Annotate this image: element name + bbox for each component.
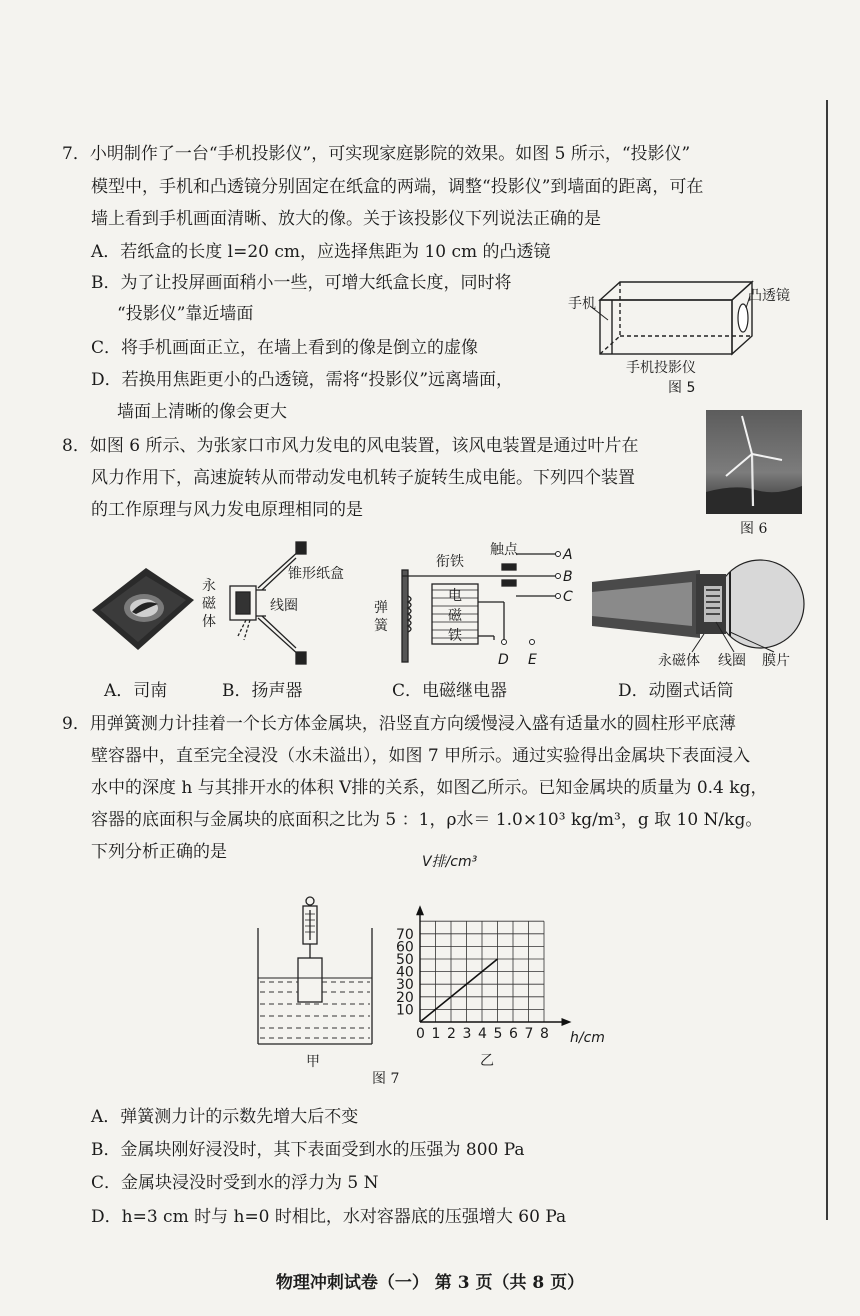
chart-y-tick-label: 10 [396,1002,414,1019]
relay-terminal-a: A [563,547,573,563]
speaker-magnet-char1: 永 [202,578,216,594]
q9-option-b: B．金属块刚好浸没时，其下表面受到水的压强为 800 Pa [91,1140,525,1160]
q7-stem-line1: 7．小明制作了一台“手机投影仪”，可实现家庭影院的效果。如图 5 所示，“投影仪” [62,144,691,164]
chart-x-tick-label: 3 [462,1026,472,1042]
speaker-cone-label: 锥形纸盒 [288,566,344,582]
chart-x-tick-label: 1 [431,1026,441,1042]
page-edge-rule [826,100,828,1220]
q7-option-a: A．若纸盒的长度 l=20 cm，应选择焦距为 10 cm 的凸透镜 [91,242,551,262]
speaker-magnet-char3: 体 [202,614,216,630]
chart-ylabel: V排/cm³ [422,854,478,870]
q8-stem-line2: 风力作用下，高速旋转从而带动发电机转子旋转生成电能。下列四个装置 [91,468,635,488]
q9-stem-line1: 9．用弹簧测力计挂着一个长方体金属块，沿竖直方向缓慢浸入盛有适量水的圆柱形平底薄 [62,714,736,734]
fig5-phone-label: 手机 [568,296,596,312]
relay-terminal-d: D [498,652,509,668]
q8-option-a: A．司南 [104,681,168,701]
figure-7b-chart [394,852,624,1074]
fig5-caption: 图 5 [668,380,696,396]
q9-option-d: D．h=3 cm 时与 h=0 时相比，水对容器底的压强增大 60 Pa [91,1207,567,1227]
relay-terminal-c: C [563,589,573,605]
chart-x-tick-label: 7 [524,1026,534,1042]
chart-x-tick-label: 2 [447,1026,456,1042]
fig5-lens-label: 凸透镜 [748,288,790,304]
speaker-magnet-char2: 磁 [202,596,216,612]
chart-x-tick-label: 5 [493,1026,503,1042]
q7-option-b-line1: B．为了让投屏画面稍小一些，可增大纸盒长度，同时将 [91,273,512,293]
q7-option-c: C．将手机画面正立，在墙上看到的像是倒立的虚像 [91,338,479,358]
relay-spring-char2: 簧 [374,618,388,634]
chart-y-tick-label: 60 [396,939,414,956]
figure-6-wind-turbine-photo [706,410,802,514]
mic-magnet-label: 永磁体 [658,653,700,669]
fig7-yi-label: 乙 [480,1053,494,1069]
q8-figure-a-compass [88,560,198,656]
q8-option-b: B．扬声器 [222,681,303,701]
relay-terminal-e: E [528,652,537,668]
mic-diaphragm-label: 膜片 [762,653,790,669]
chart-y-arrow [416,905,424,915]
chart-x-tick-label: 4 [478,1026,487,1042]
q7-option-d-line2: 墙面上清晰的像会更大 [117,402,287,422]
chart-xlabel: h/cm [570,1030,605,1046]
q9-stem-line3: 水中的深度 h 与其排开水的体积 V排的关系，如图乙所示。已知金属块的质量为 0.4 kg， [91,778,768,798]
q8-option-d: D．动圈式话筒 [618,681,734,701]
fig7-jia-label: 甲 [306,1054,320,1070]
relay-spring-char1: 弹 [374,600,388,616]
figure-7a-container [250,894,380,1074]
chart-y-tick-label: 40 [396,964,414,981]
q8-stem-line1: 8．如图 6 所示、为张家口市风力发电的风电装置，该风电装置是通过叶片在 [62,436,639,456]
figure-5-projector-box [560,278,810,400]
chart-x-tick-label: 8 [540,1026,549,1042]
chart-x-tick-label: 0 [416,1026,425,1042]
relay-armature-label: 衔铁 [436,554,464,570]
relay-contact-label: 触点 [490,542,518,558]
relay-terminal-b: B [563,569,573,585]
relay-electromagnet-char1: 电 [448,588,462,604]
q8-option-c: C．电磁继电器 [392,681,508,701]
chart-y-tick-label: 20 [396,989,414,1006]
q9-stem-line4: 容器的底面积与金属块的底面积之比为 5 ：1，ρ水＝ 1.0×10³ kg/m³，g 取 10 N/kg。 [91,810,763,830]
chart-y-tick-label: 30 [396,977,414,994]
q7-stem-line2: 模型中，手机和凸透镜分别固定在纸盒的两端，调整“投影仪”到墙面的距离，可在 [91,177,704,197]
fig6-caption: 图 6 [740,521,768,537]
fig5-name-label: 手机投影仪 [626,360,696,376]
chart-y-tick-label: 50 [396,952,414,968]
q7-option-d-line1: D．若换用焦距更小的凸透镜，需将“投影仪”远离墙面， [91,370,514,390]
q9-option-a: A．弹簧测力计的示数先增大后不变 [91,1107,359,1127]
relay-electromagnet-char3: 铁 [448,628,462,644]
chart-x-arrow [562,1018,572,1026]
q7-option-b-line2: “投影仪”靠近墙面 [117,304,254,324]
q9-stem-line2: 壁容器中，直至完全浸没（水未溢出），如图 7 甲所示。通过实验得出金属块下表面浸入 [91,746,751,766]
fig7-caption: 图 7 [372,1071,400,1087]
q8-figure-b-speaker [200,540,370,670]
q8-figure-c-relay [372,540,578,670]
q9-stem-line5: 下列分析正确的是 [91,842,227,862]
mic-coil-label: 线圈 [718,653,746,669]
relay-electromagnet-char2: 磁 [448,608,462,624]
page-footer: 物理冲刺试卷（一） 第 3 页（共 8 页） [275,1273,585,1293]
q8-figure-d-microphone [592,552,806,670]
q9-option-c: C．金属块浸没时受到水的浮力为 5 N [91,1173,379,1193]
chart-x-tick-label: 6 [509,1026,518,1042]
chart-y-tick-label: 70 [396,926,414,943]
q8-stem-line3: 的工作原理与风力发电原理相同的是 [91,500,363,520]
q7-stem-line3: 墙上看到手机画面清晰、放大的像。关于该投影仪下列说法正确的是 [91,209,601,229]
speaker-coil-label: 线圈 [270,598,298,614]
chart-series-line [420,959,498,1022]
